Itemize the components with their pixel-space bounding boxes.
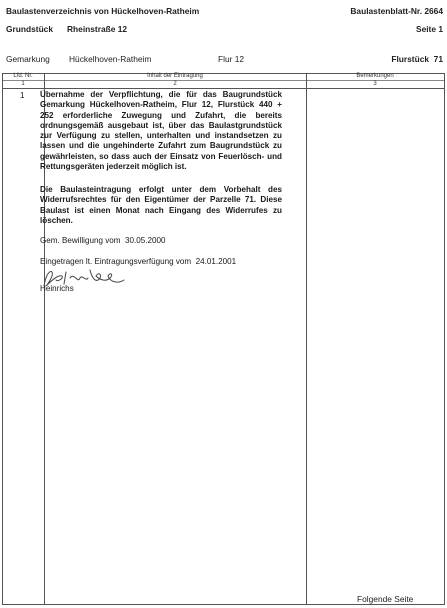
text-line: gewährleisten, so dass auch der Einsatz von Feuerlösch- und [40,151,282,161]
column-header-remarks: Bemerkungen [356,73,394,79]
column-header-nr: Lfd. Nr. [13,73,33,79]
property-value: Rheinstraße 12 [67,24,128,34]
column-number-3: 3 [373,81,377,87]
signatory-name: Heinrichs [40,284,74,293]
entry-number: 1 [20,91,25,100]
column-divider-2 [306,73,307,605]
district-label: Gemarkung [6,54,50,64]
column-header-content: Inhalt der Eintragung [147,73,203,79]
entry-paragraph-obligation [40,90,282,172]
text-line: ordnungsgemäß ausgebaut ist, über das Baulastgrundstück [40,120,282,130]
text-line: Rettungsgeräten jederzeit möglich ist. [40,162,187,172]
approval-date: Gem. Bewilligung vom 30.05.2000 [40,236,166,245]
header-bottom-border [2,88,445,89]
text-line: Baulast ist einen Monat nach Eingang des Widerrufes zu [40,205,282,215]
text-line: 252 erforderliche Zuwegung und Zufahrt, die bereits [40,110,282,120]
column-number-2: 2 [173,81,177,87]
table-left-border [2,73,3,605]
next-page-note: Folgende Seite [357,594,414,604]
text-line: zur Verfügung zu stellen, unterhalten und instandsetzen zu [40,131,282,141]
page-number: Seite 1 [415,24,443,34]
property-label: Grundstück [6,24,53,34]
entries-table [2,73,445,605]
entry-paragraph-revocation [40,185,282,226]
column-number-1: 1 [21,81,25,87]
text-line: löschen. [40,215,73,225]
district-value: Hückelhoven-Ratheim [69,54,152,64]
parcel-label: Flurstück 71 [391,54,443,64]
text-line: Die Baulasteintragung erfolgt unter dem Vorbehalt des [40,185,282,194]
text-line: lassen und die ungehinderte Zufahrt zum Baugrundstück zu [40,141,282,151]
registration-date: Eingetragen lt. Eintragungsverfügung vom 24.01.2001 [40,257,237,266]
table-bottom-border [2,604,445,605]
sheet-number: Baulastenblatt-Nr. 2664 [350,6,443,16]
text-line: Widerrufsrechtes für den Eigentümer der Parzelle 71. Diese [40,195,282,205]
flur-label: Flur 12 [218,54,245,64]
table-right-border [444,73,445,605]
register-title: Baulastenverzeichnis von Hückelhoven-Ratheim [6,6,200,16]
text-line: Gemarkung Hückelhoven-Ratheim, Flur 12, Flurstück 440 + [40,100,282,110]
text-line: Übernahme der Verpflichtung, die für das Baugrundstück [40,90,282,99]
